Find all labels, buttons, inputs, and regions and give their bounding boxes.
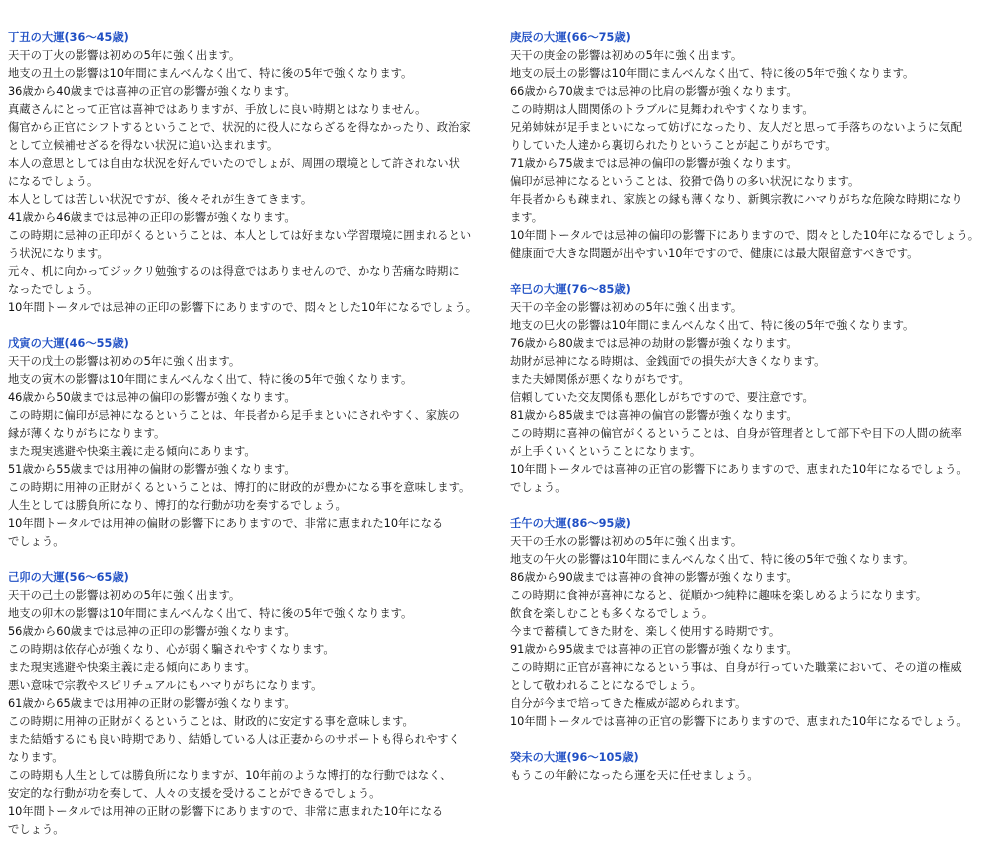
text-line: 健康面で大きな問題が出やすい10年ですので、健康には最大限留意すべきです。: [510, 247, 919, 260]
text-line: この時期に用神の正財がくるということは、博打的に財政的が豊かになる事を意味します。: [8, 481, 471, 494]
text-line: 本人の意思としては自由な状況を好んでいたのでしょが、周囲の環境として許されない状: [8, 157, 460, 170]
section-heading: 庚辰の大運(66〜75歳): [510, 31, 631, 44]
text-line: 悪い意味で宗教やスピリチュアルにもハマりがちになります。: [8, 679, 323, 692]
text-line: 元々、机に向かってジックリ勉強するのは得意ではありませんので、かなり苦痛な時期に: [8, 265, 460, 278]
text-line: 10年間トータルでは忌神の偏印の影響下にありますので、悶々とした10年になるでしょう。: [510, 229, 979, 242]
text-line: 天干の丁火の影響は初めの5年に強く出ます。: [8, 49, 241, 62]
text-line: 天干の己土の影響は初めの5年に強く出ます。: [8, 589, 241, 602]
text-line: 51歳から55歳までは用神の偏財の影響が強くなります。: [8, 463, 296, 476]
text-line: 地支の卯木の影響は10年間にまんべんなく出て、特に後の5年で強くなります。: [8, 607, 413, 620]
text-line: また結婚するにも良い時期であり、結婚している人は正妻からのサポートも得られやすく: [8, 733, 460, 746]
text-line: 兄弟姉妹が足手まといになって妨げになったり、友人だと思って手落ちのないように気配: [510, 121, 962, 134]
right-column: [510, 29, 998, 785]
text-line: 年長者からも疎まれ、家族との縁も薄くなり、新興宗教にハマりがちな危険な時期になり: [510, 193, 963, 206]
text-line: う状況になります。: [8, 247, 109, 260]
text-line: でしょう。: [8, 823, 65, 836]
text-line: 信頼していた交友関係も悪化しがちですので、要注意です。: [510, 391, 814, 404]
text-line: として立候補せざるを得ない状況に追い込まれます。: [8, 139, 279, 152]
text-line: 地支の巳火の影響は10年間にまんべんなく出て、特に後の5年で強くなります。: [510, 319, 915, 332]
text-line: この時期に偏印が忌神になるということは、年長者から足手まといにされやすく、家族の: [8, 409, 460, 422]
text-line: また夫婦関係が悪くなりがちです。: [510, 373, 690, 386]
text-line: 今まで蓄積してきた財を、楽しく使用する時期です。: [510, 625, 781, 638]
text-line: 本人としては苦しい状況ですが、後々それが生きてきます。: [8, 193, 313, 206]
text-line: 66歳から70歳までは忌神の比肩の影響が強くなります。: [510, 85, 798, 98]
text-line: 56歳から60歳までは忌神の正印の影響が強くなります。: [8, 625, 296, 638]
text-line: 人生としては勝負所になり、博打的な行動が功を奏するでしょう。: [8, 499, 347, 512]
text-line: ます。: [510, 211, 543, 224]
text-line: でしょう。: [8, 535, 65, 548]
text-line: 劫財が忌神になる時期は、金銭面での損失が大きくなります。: [510, 355, 826, 368]
text-line: この時期は依存心が強くなり、心が弱く騙されやすくなります。: [8, 643, 335, 656]
text-line: また現実逃避や快楽主義に走る傾向にあります。: [8, 661, 256, 674]
text-line: 61歳から65歳までは用神の正財の影響が強くなります。: [8, 697, 296, 710]
section-heading: 戊寅の大運(46〜55歳): [8, 337, 129, 350]
text-line: なります。: [8, 751, 64, 764]
text-line: この時期は人間関係のトラブルに見舞われやすくなります。: [510, 103, 814, 116]
text-line: 縁が薄くなりがちになります。: [8, 427, 166, 440]
section-boin: [8, 335, 500, 551]
text-line: 10年間トータルでは用神の偏財の影響下にありますので、非常に恵まれた10年になる: [8, 517, 444, 530]
text-line: 10年間トータルでは忌神の正印の影響下にありますので、悶々とした10年になるでしょう。: [8, 301, 477, 314]
text-line: 81歳から85歳までは喜神の偏官の影響が強くなります。: [510, 409, 798, 422]
text-line: この時期も人生としては勝負所になりますが、10年前のような博打的な行動ではなく、: [8, 769, 452, 782]
text-line: 天干の壬水の影響は初めの5年に強く出ます。: [510, 535, 743, 548]
section-koushin: [510, 29, 998, 263]
section-heading: 己卯の大運(56〜65歳): [8, 571, 129, 584]
text-line: 10年間トータルでは用神の正財の影響下にありますので、非常に恵まれた10年になる: [8, 805, 444, 818]
text-line: 真蔵さんにとって正官は喜神ではありますが、手放しに良い時期とはなりません。: [8, 103, 427, 116]
text-line: また現実逃避や快楽主義に走る傾向にあります。: [8, 445, 256, 458]
section-heading: 辛巳の大運(76〜85歳): [510, 283, 631, 296]
text-line: 偏印が忌神になるということは、狡猾で偽りの多い状況になります。: [510, 175, 860, 188]
left-column: [8, 29, 500, 839]
text-line: 傷官から正官にシフトするということで、状況的に役人にならざるを得なかったり、政治家: [8, 121, 471, 134]
text-line: 安定的な行動が功を奏して、人々の支援を受けることができるでしょう。: [8, 787, 381, 800]
text-line: 36歳から40歳までは喜神の正官の影響が強くなります。: [8, 85, 296, 98]
text-line: でしょう。: [510, 481, 567, 494]
text-line: もうこの年齢になったら運を天に任せましょう。: [510, 769, 759, 782]
text-line: 76歳から80歳までは忌神の劫財の影響が強くなります。: [510, 337, 798, 350]
text-line: なったでしょう。: [8, 283, 99, 296]
text-line: 91歳から95歳までは喜神の正官の影響が強くなります。: [510, 643, 798, 656]
text-line: 10年間トータルでは喜神の正官の影響下にありますので、恵まれた10年になるでしょう。: [510, 715, 968, 728]
text-line: 地支の辰土の影響は10年間にまんべんなく出て、特に後の5年で強くなります。: [510, 67, 915, 80]
text-line: 地支の丑土の影響は10年間にまんべんなく出て、特に後の5年で強くなります。: [8, 67, 413, 80]
section-shinshi: [510, 281, 998, 497]
section-heading: 癸未の大運(96〜105歳): [510, 751, 639, 764]
section-kibi: [510, 749, 998, 785]
section-heading: 丁丑の大運(36〜45歳): [8, 31, 129, 44]
text-line: この時期に喜神の偏官がくるということは、自身が管理者として部下や目下の人間の統率: [510, 427, 962, 440]
text-line: この時期に用神の正財がくるということは、財政的に安定する事を意味します。: [8, 715, 414, 728]
text-line: 自分が今まで培ってきた権威が認められます。: [510, 697, 747, 710]
text-line: 71歳から75歳までは忌神の偏印の影響が強くなります。: [510, 157, 798, 170]
text-line: 10年間トータルでは喜神の正官の影響下にありますので、恵まれた10年になるでしょう。: [510, 463, 968, 476]
text-line: になるでしょう。: [8, 175, 99, 188]
section-teichu: [8, 29, 500, 317]
text-line: この時期に正官が喜神になるという事は、自身が行っていた職業において、その道の権威: [510, 661, 962, 674]
text-line: 41歳から46歳までは忌神の正印の影響が強くなります。: [8, 211, 296, 224]
text-line: 天干の辛金の影響は初めの5年に強く出ます。: [510, 301, 743, 314]
text-line: 天干の戊土の影響は初めの5年に強く出ます。: [8, 355, 241, 368]
text-line: 地支の午火の影響は10年間にまんべんなく出て、特に後の5年で強くなります。: [510, 553, 915, 566]
text-line: 地支の寅木の影響は10年間にまんべんなく出て、特に後の5年で強くなります。: [8, 373, 413, 386]
text-line: が上手くいくということになります。: [510, 445, 702, 458]
section-kibou: [8, 569, 500, 839]
text-line: 86歳から90歳までは喜神の食神の影響が強くなります。: [510, 571, 798, 584]
text-line: りしていた人達から裏切られたりということが起こりがちです。: [510, 139, 837, 152]
text-line: 46歳から50歳までは忌神の偏印の影響が強くなります。: [8, 391, 296, 404]
text-line: この時期に忌神の正印がくるということは、本人としては好まない学習環境に囲まれるとい: [8, 229, 472, 242]
text-line: 天干の庚金の影響は初めの5年に強く出ます。: [510, 49, 743, 62]
text-line: 飲食を楽しむことも多くなるでしょう。: [510, 607, 714, 620]
section-heading: 壬午の大運(86〜95歳): [510, 517, 631, 530]
text-line: として敬われることになるでしょう。: [510, 679, 702, 692]
text-line: この時期に食神が喜神になると、従順かつ純粋に趣味を楽しめるようになります。: [510, 589, 928, 602]
section-jingo: [510, 515, 998, 731]
